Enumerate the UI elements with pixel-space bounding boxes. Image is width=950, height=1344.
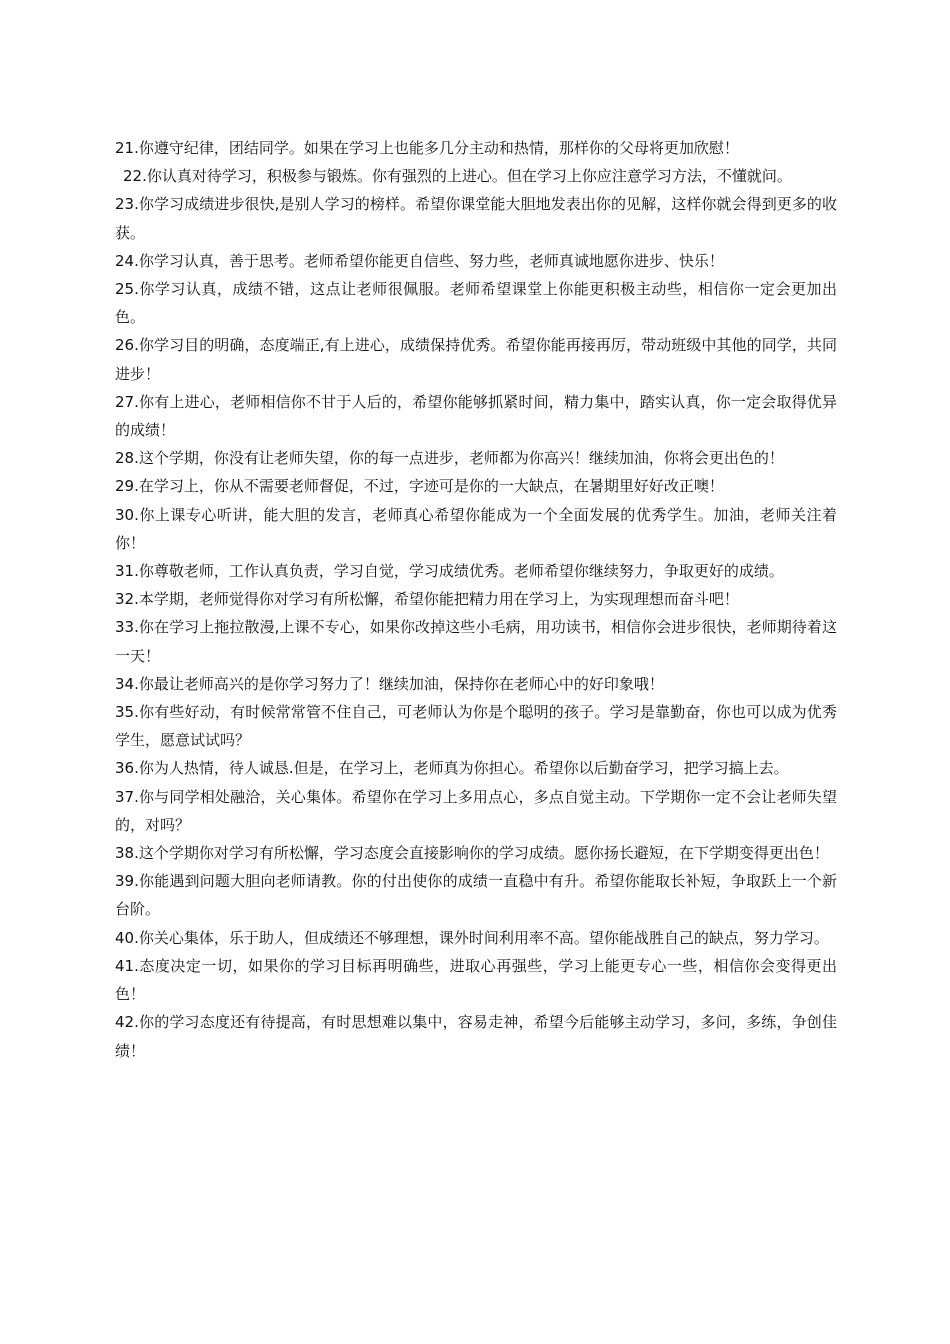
comment-41: 41.态度决定一切，如果你的学习目标再明确些，进取心再强些，学习上能更专心一些，相信你会变得更出色！ bbox=[115, 956, 837, 1004]
comment-30: 30.你上课专心听讲，能大胆的发言，老师真心希望你能成为一个全面发展的优秀学生。加油，老师关注着你！ bbox=[115, 505, 837, 552]
comment-37: 37.你与同学相处融洽，关心集体。希望你在学习上多用点心，多点自觉主动。下学期你一定不会让老师失望的，对吗？ bbox=[115, 787, 837, 834]
comment-39: 39.你能遇到问题大胆向老师请教。你的付出使你的成绩一直稳中有升。希望你能取长补短，争取跃上一个新台阶。 bbox=[115, 872, 837, 919]
comment-list bbox=[115, 134, 837, 1065]
comment-25: 25.你学习认真，成绩不错，这点让老师很佩服。老师希望课堂上你能更积极主动些，相信你一定会更加出色。 bbox=[115, 280, 837, 327]
comment-28: 28.这个学期，你没有让老师失望，你的每一点进步，老师都为你高兴！继续加油，你将会更出色的！ bbox=[115, 449, 784, 468]
comment-27: 27.你有上进心，老师相信你不甘于人后的，希望你能够抓紧时间，精力集中，踏实认真，你一定会取得优异的成绩！ bbox=[115, 392, 837, 440]
comment-31: 31.你尊敬老师，工作认真负责，学习自觉，学习成绩优秀。老师希望你继续努力，争取更好的成绩。 bbox=[115, 562, 784, 581]
comment-24: 24.你学习认真，善于思考。老师希望你能更自信些、努力些，老师真诚地愿你进步、快乐！ bbox=[115, 251, 724, 270]
comment-32: 32.本学期，老师觉得你对学习有所松懈，希望你能把精力用在学习上，为实现理想而奋斗吧！ bbox=[115, 590, 739, 609]
comment-34: 34.你最让老师高兴的是你学习努力了！继续加油，保持你在老师心中的好印象哦！ bbox=[115, 674, 664, 693]
comment-22: 22.你认真对待学习，积极参与锻炼。你有强烈的上进心。但在学习上你应注意学习方法，不懂就问。 bbox=[123, 167, 792, 186]
comment-38: 38.这个学期你对学习有所松懈，学习态度会直接影响你的学习成绩。愿你扬长避短，在下学期变得更出色！ bbox=[115, 844, 829, 863]
comment-35: 35.你有些好动，有时候常常管不住自己，可老师认为你是个聪明的孩子。学习是靠勤奋，你也可以成为优秀学生，愿意试试吗？ bbox=[115, 703, 837, 750]
comment-29: 29.在学习上，你从不需要老师督促，不过，字迹可是你的一大缺点，在暑期里好好改正噢！ bbox=[115, 477, 724, 496]
comment-33: 33.你在学习上拖拉散漫,上课不专心，如果你改掉这些小毛病，用功读书，相信你会进步很快，老师期待着这一天！ bbox=[115, 618, 837, 665]
comment-23: 23.你学习成绩进步很快,是别人学习的榜样。希望你课堂能大胆地发表出你的见解，这样你就会得到更多的收获。 bbox=[115, 195, 837, 242]
comment-36: 36.你为人热情，待人诚恳.但是，在学习上，老师真为你担心。希望你以后勤奋学习，把学习搞上去。 bbox=[115, 759, 789, 778]
comment-21: 21.你遵守纪律，团结同学。如果在学习上也能多几分主动和热情，那样你的父母将更加欣慰！ bbox=[115, 139, 739, 157]
comment-42: 42.你的学习态度还有待提高，有时思想难以集中，容易走神，希望今后能够主动学习，多问，多练，争创佳绩！ bbox=[115, 1013, 837, 1060]
comment-40: 40.你关心集体，乐于助人，但成绩还不够理想，课外时间利用率不高。望你能战胜自己的缺点，努力学习。 bbox=[115, 928, 829, 947]
comment-26: 26.你学习目的明确，态度端正,有上进心，成绩保持优秀。希望你能再接再厉，带动班级中其他的同学，共同进步！ bbox=[115, 336, 837, 383]
